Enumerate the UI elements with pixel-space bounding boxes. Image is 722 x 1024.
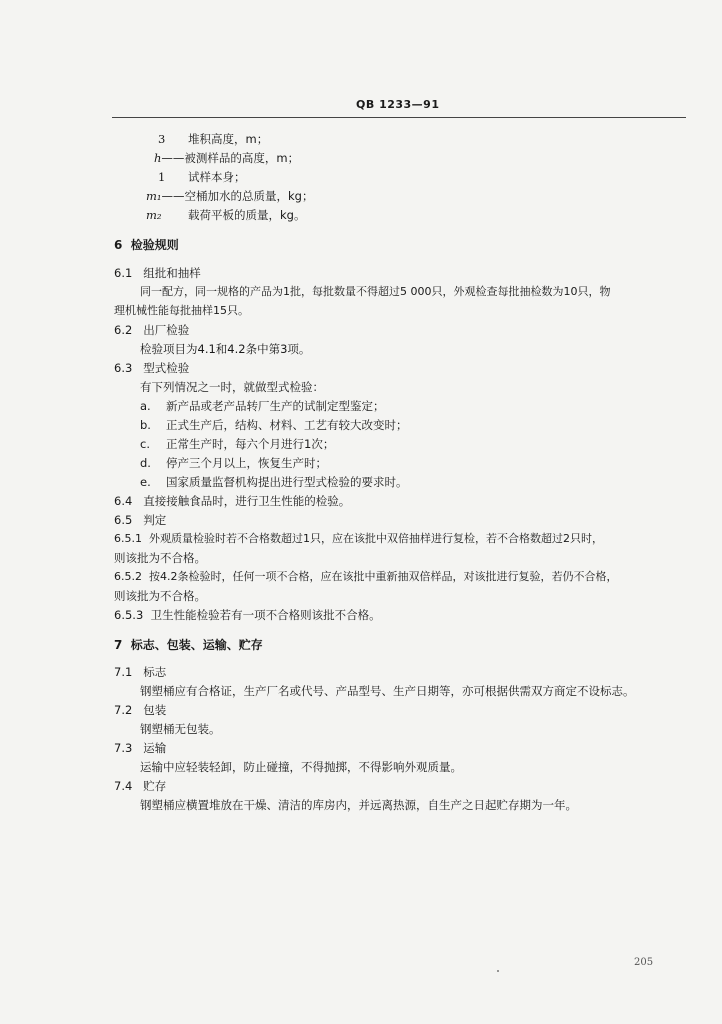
page-number: 205	[634, 957, 654, 968]
legend-symbol: 1	[158, 170, 166, 184]
list-item	[140, 417, 408, 433]
clause-number: 7.3	[114, 741, 133, 755]
clause-6-5-1-line2: 则该批为不合格。	[114, 551, 206, 565]
section-number: 7	[114, 638, 123, 652]
legend-item	[146, 188, 313, 204]
legend-item	[154, 150, 299, 166]
clause-7-4-heading	[114, 778, 166, 794]
clause-title: 判定	[143, 513, 167, 527]
clause-6-2-body: 检验项目为4.1和4.2条中第3项。	[140, 342, 311, 356]
clause-7-3-body: 运输中应轻装轻卸，防止碰撞，不得抛掷，不得影响外观质量。	[140, 760, 462, 774]
section-title: 标志、包装、运输、贮存	[130, 638, 263, 652]
clause-6-4	[114, 493, 350, 509]
clause-number: 6.5.1	[114, 532, 142, 545]
clause-number: 6.5.3	[114, 608, 144, 622]
clause-number: 6.1	[114, 266, 133, 280]
clause-6-5-2-line2: 则该批为不合格。	[114, 589, 206, 603]
clause-7-1-body: 钢塑桶应有合格证，生产厂名或代号、产品型号、生产日期等，亦可根据供需双方商定不设标志。	[140, 684, 635, 698]
legend-desc: 空桶加水的总质量，kg；	[184, 189, 314, 203]
section-7-heading	[114, 636, 263, 653]
list-text: 正常生产时，每六个月进行1次；	[166, 437, 335, 451]
list-marker: b.	[140, 418, 151, 432]
scan-speck	[497, 970, 499, 972]
clause-title: 包装	[143, 703, 167, 717]
list-marker: a.	[140, 399, 151, 413]
list-marker: c.	[140, 437, 150, 451]
clause-number: 6.4	[114, 494, 133, 508]
clause-number: 6.3	[114, 361, 133, 375]
legend-item	[146, 207, 162, 223]
clause-6-1-body-line2: 理机械性能每批抽样15只。	[114, 304, 249, 317]
clause-6-5-1-line1	[114, 531, 603, 547]
list-text: 停产三个月以上，恢复生产时；	[166, 456, 327, 470]
legend-desc: 试样本身；	[188, 170, 246, 184]
list-text: 正式生产后，结构、材料、工艺有较大改变时；	[166, 418, 408, 432]
legend-symbol: m₂	[146, 208, 162, 222]
clause-number: 7.4	[114, 779, 133, 793]
clause-6-1-heading	[114, 265, 201, 281]
clause-number: 7.2	[114, 703, 133, 717]
clause-6-5-3	[114, 607, 381, 623]
clause-7-4-body: 钢塑桶应横置堆放在干燥、清洁的库房内，并远离热源，自生产之日起贮存期为一年。	[140, 798, 577, 812]
clause-title: 标志	[143, 665, 167, 679]
clause-6-5-heading	[114, 512, 166, 528]
clause-7-2-body: 钢塑桶无包装。	[140, 722, 221, 736]
section-number: 6	[114, 238, 123, 252]
list-item	[140, 474, 408, 490]
clause-text: 按4.2条检验时，任何一项不合格，应在该批中重新抽双倍样品，对该批进行复验，若仍不合格，	[149, 570, 618, 583]
list-text: 新产品或老产品转厂生产的试制定型鉴定；	[166, 399, 385, 413]
section-6-heading	[114, 236, 179, 253]
legend-symbol: m₁	[146, 189, 162, 203]
clause-number: 7.1	[114, 665, 133, 679]
legend-dash: ——	[161, 151, 185, 165]
clause-7-3-heading	[114, 740, 166, 756]
clause-number: 6.5.2	[114, 570, 142, 583]
legend-symbol: 3	[158, 132, 166, 146]
clause-title: 出厂检验	[143, 323, 190, 337]
clause-text: 直接接触食品时，进行卫生性能的检验。	[143, 494, 351, 508]
clause-number: 6.5	[114, 513, 133, 527]
legend-dash: ——	[161, 189, 185, 203]
clause-6-1-body-line1: 同一配方，同一规格的产品为1批，每批数量不得超过5 000只，外观检查每批抽检数为10只，物	[140, 285, 611, 298]
clause-text: 外观质量检验时若不合格数超过1只，应在该批中双倍抽样进行复检，若不合格数超过2只时，	[149, 532, 603, 545]
clause-title: 型式检验	[143, 361, 190, 375]
clause-text: 卫生性能检验若有一项不合格则该批不合格。	[150, 608, 381, 622]
standard-code: QB 1233—91	[356, 98, 440, 111]
section-title: 检验规则	[130, 238, 179, 252]
list-marker: e.	[140, 475, 151, 489]
legend-desc: 载荷平板的质量，kg。	[188, 208, 306, 222]
legend-item	[158, 169, 165, 185]
list-marker: d.	[140, 456, 151, 470]
header-rule	[112, 117, 686, 118]
clause-6-3-heading	[114, 360, 189, 376]
legend-desc: 堆积高度，m；	[188, 132, 269, 146]
list-item	[140, 398, 385, 414]
clause-6-2-heading	[114, 322, 189, 338]
clause-title: 组批和抽样	[143, 266, 201, 280]
clause-6-3-intro: 有下列情况之一时，就做型式检验：	[140, 380, 324, 394]
clause-title: 贮存	[143, 779, 167, 793]
legend-symbol: h	[154, 151, 162, 165]
clause-title: 运输	[143, 741, 167, 755]
clause-7-1-heading	[114, 664, 166, 680]
legend-desc: 被测样品的高度，m；	[184, 151, 300, 165]
legend-item	[158, 131, 165, 147]
clause-number: 6.2	[114, 323, 133, 337]
list-item	[140, 436, 334, 452]
list-text: 国家质量监督机构提出进行型式检验的要求时。	[166, 475, 408, 489]
list-item	[140, 455, 327, 471]
clause-7-2-heading	[114, 702, 166, 718]
clause-6-5-2-line1	[114, 569, 618, 585]
